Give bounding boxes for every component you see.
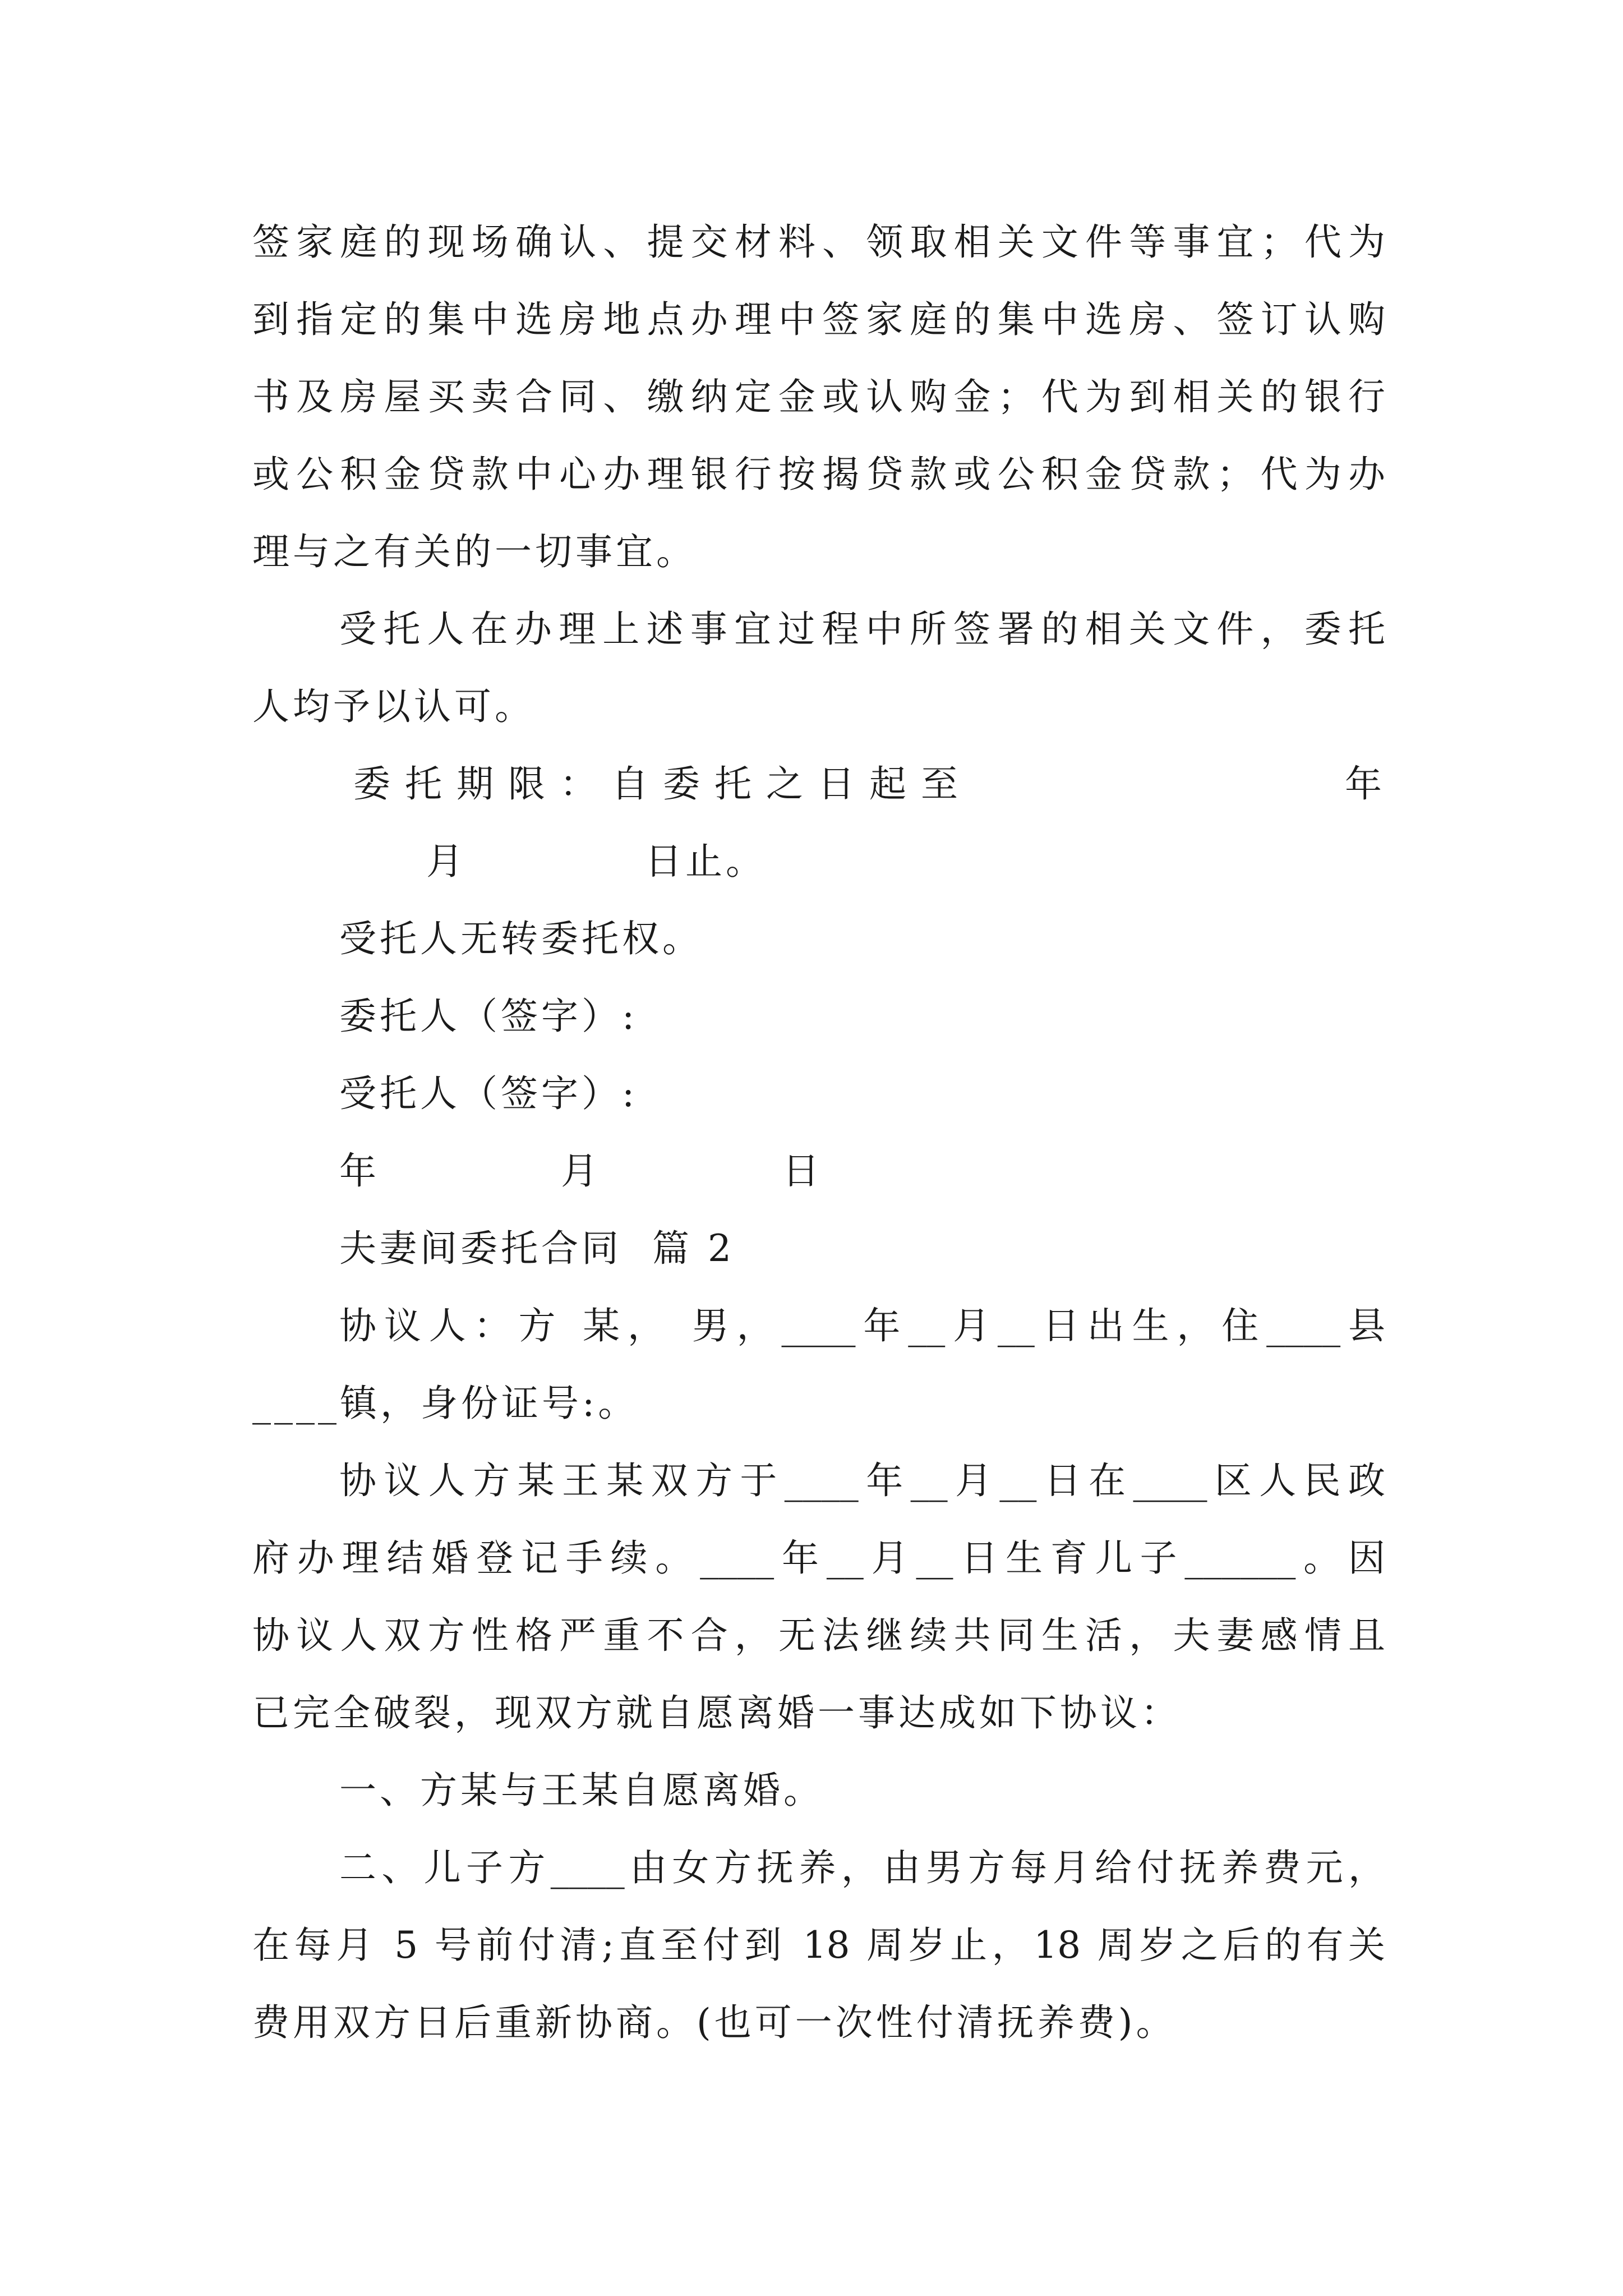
- paragraph-line: 书及房屋买卖合同、缴纳定金或认购金；代为到相关的银行: [252, 375, 1385, 418]
- paragraph-line: 人均予以认可。: [252, 685, 535, 728]
- paragraph-line: 受托人在办理上述事宜过程中所签署的相关文件，委托: [339, 608, 1385, 651]
- paragraph-line: 在每月 5 号前付清;直至付到 18 周岁止，18 周岁之后的有关: [252, 1924, 1385, 1967]
- paragraph-line: 签家庭的现场确认、提交材料、领取相关文件等事宜；代为: [252, 220, 1385, 264]
- agreement-item-1: 一、方某与王某自愿离婚。: [339, 1769, 824, 1812]
- principal-signature: 委托人（签字）:: [339, 995, 638, 1038]
- agreement-item-2: 二、儿子方____由女方抚养，由男方每月给付抚养费元，: [339, 1846, 1385, 1889]
- date-month: 月: [561, 1149, 601, 1193]
- date-day: 日: [782, 1149, 823, 1193]
- paragraph-line: 府办理结婚登记手续。____年__月__日生育儿子______。因: [252, 1536, 1385, 1580]
- paragraph-line: 理与之有关的一切事宜。: [252, 530, 697, 573]
- paragraph-line: 已完全破裂，现双方就自愿离婚一事达成如下协议：: [252, 1691, 1181, 1734]
- no-sub-delegation: 受托人无转委托权。: [339, 917, 703, 960]
- entrust-period-day: 日止。: [645, 840, 766, 883]
- agent-signature: 受托人（签字）:: [339, 1072, 638, 1115]
- paragraph-line: 到指定的集中选房地点办理中签家庭的集中选房、签订认购: [252, 298, 1385, 341]
- paragraph-line: ____镇，身份证号:。: [252, 1382, 639, 1425]
- entrust-period-year: 年: [1345, 762, 1385, 806]
- paragraph-line: 费用双方日后重新协商。(也可一次性付清抚养费)。: [252, 2001, 1177, 2044]
- section-title: 夫妻间委托合同 篇 2: [339, 1227, 735, 1270]
- paragraph-line: 协议人双方性格严重不合，无法继续共同生活，夫妻感情且: [252, 1614, 1385, 1657]
- entrust-period-label: 委托期限：自委托之日起至: [353, 762, 972, 806]
- entrust-period-month: 月: [426, 840, 467, 883]
- date-year: 年: [339, 1149, 380, 1193]
- paragraph-line: 协议人：方 某， 男，____年__月__日出生，住____县: [339, 1304, 1385, 1347]
- paragraph-line: 协议人方某王某双方于____年__月__日在____区人民政: [339, 1459, 1385, 1502]
- paragraph-line: 或公积金贷款中心办理银行按揭贷款或公积金贷款；代为办: [252, 453, 1385, 496]
